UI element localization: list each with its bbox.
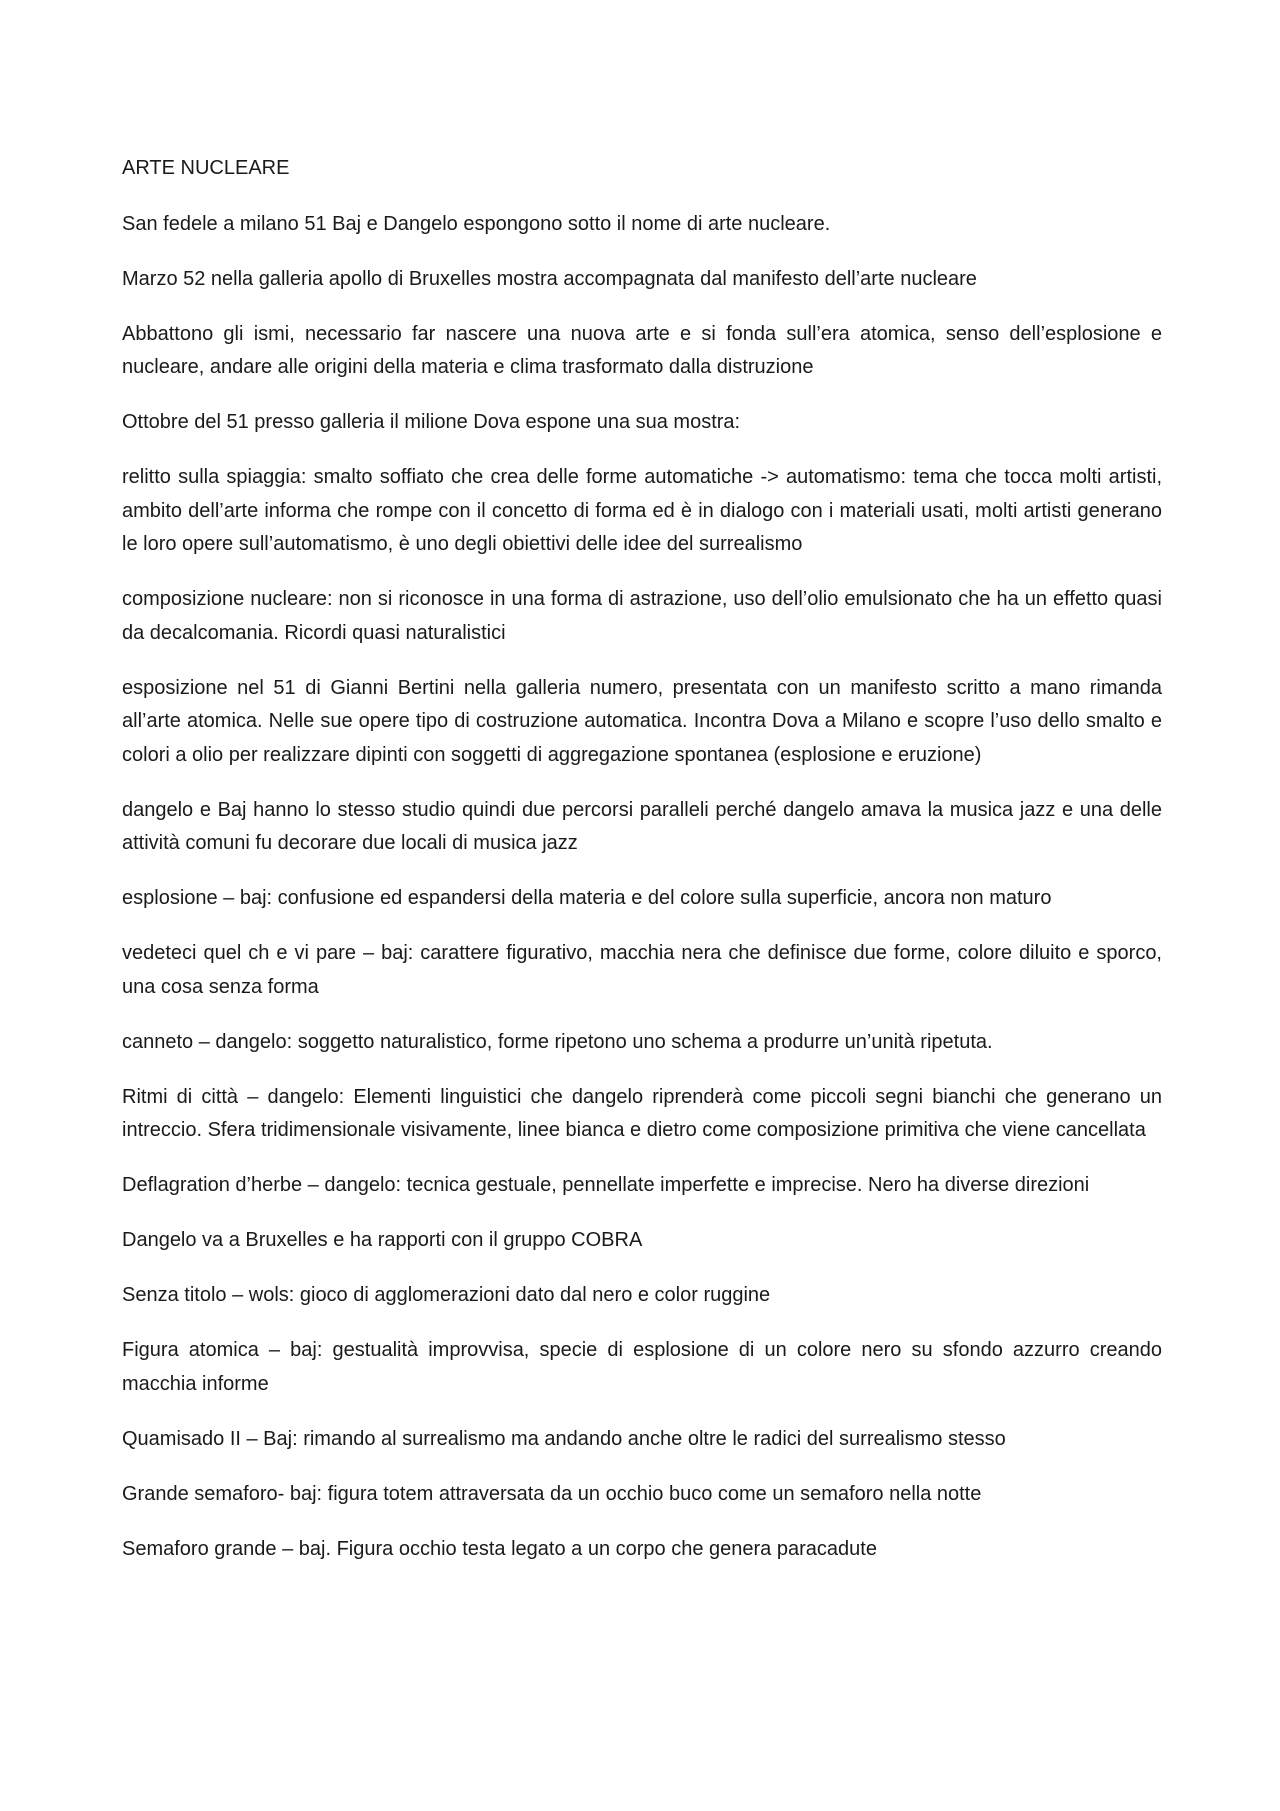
paragraph: dangelo e Baj hanno lo stesso studio quindi due percorsi paralleli perché dangelo amava la musica jazz e una delle attività comuni fu decorare due locali di musica jazz [122,798,1162,854]
paragraph: San fedele a milano 51 Baj e Dangelo espongono sotto il nome di arte nucleare. [122,212,831,235]
paragraph: Abbattono gli ismi, necessario far nascere una nuova arte e si fonda sull’era atomica, senso dell’esplosione e nucleare, andare alle origini della materia e clima trasformato dalla distruzione [122,322,1162,378]
paragraph: relitto sulla spiaggia: smalto soffiato che crea delle forme automatiche -> automatismo: tema che tocca molti artisti, ambito dell’arte informa che rompe con il concetto di forma ed è in dialogo con i materiali usati, molti artisti generano le loro opere sull’automatismo, è uno degli obiettivi delle idee del surrealismo [122,466,1162,555]
paragraph: Deflagration d’herbe – dangelo: tecnica gestuale, pennellate imperfette e imprecise. Nero ha diverse direzioni [122,1174,1090,1196]
paragraph: esplosione – baj: confusione ed espandersi della materia e del colore sulla superficie, ancora non maturo [122,887,1052,909]
paragraph: Quamisado II – Baj: rimando al surrealismo ma andando anche oltre le radici del surrealismo stesso [122,1427,1006,1450]
paragraph: Figura atomica – baj: gestualità improvvisa, specie di esplosione di un colore nero su sfondo azzurro creando macchia informe [122,1339,1162,1395]
paragraph: Ritmi di città – dangelo: Elementi linguistici che dangelo riprenderà come piccoli segni bianchi che generano un intreccio. Sfera tridimensionale visivamente, linee bianca e dietro come composizione primitiva che viene cancellata [122,1085,1162,1141]
paragraph: Marzo 52 nella galleria apollo di Bruxelles mostra accompagnata dal manifesto dell’arte nucleare [122,267,977,290]
paragraph: Dangelo va a Bruxelles e ha rapporti con il gruppo COBRA [122,1229,643,1251]
paragraph: canneto – dangelo: soggetto naturalistico, forme ripetono uno schema a produrre un’unità ripetuta. [122,1030,993,1053]
paragraph: Semaforo grande – baj. Figura occhio testa legato a un corpo che genera paracadute [122,1537,877,1560]
document-body [122,152,1162,1588]
paragraph: Ottobre del 51 presso galleria il milione Dova espone una sua mostra: [122,411,741,433]
paragraph: esposizione nel 51 di Gianni Bertini nella galleria numero, presentata con un manifesto scritto a mano rimanda all’arte atomica. Nelle sue opere tipo di costruzione automatica. Incontra Dova a Milano e scopre l’uso dello smalto e colori a olio per realizzare dipinti con soggetti di aggregazione spontanea (esplosione e eruzione) [122,676,1162,766]
paragraph: Grande semaforo- baj: figura totem attraversata da un occhio buco come un semaforo nella notte [122,1482,982,1505]
paragraph: vedeteci quel ch e vi pare – baj: carattere figurativo, macchia nera che definisce due forme, colore diluito e sporco, una cosa senza forma [122,942,1162,998]
document-title: ARTE NUCLEARE [122,157,290,179]
paragraph: Senza titolo – wols: gioco di agglomerazioni dato dal nero e color ruggine [122,1284,771,1306]
paragraph: composizione nucleare: non si riconosce in una forma di astrazione, uso dell’olio emulsionato che ha un effetto quasi da decalcomania. Ricordi quasi naturalistici [122,588,1162,644]
